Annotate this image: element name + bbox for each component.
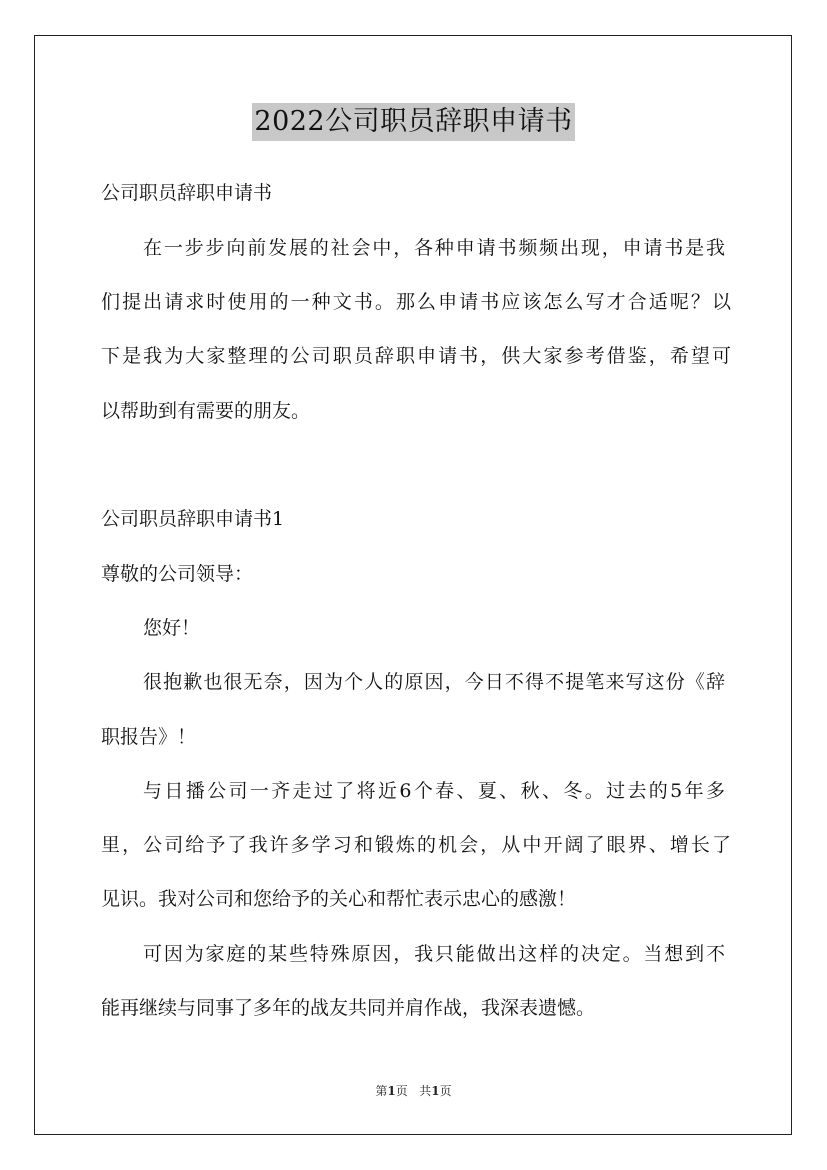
intro-line-4: 以帮助到有需要的朋友。 [101,400,311,422]
footer-page-prefix: 第 [375,1084,388,1098]
intro-line-2: 们提出请求时使用的一种文书。那么申请书应该怎么写才合适呢？以 [101,291,731,313]
footer-total-suffix: 页 [439,1084,452,1098]
footer-page-number: 1 [387,1084,396,1098]
body-line-3: 与日播公司一齐走过了将近6个春、夏、秋、冬。过去的5年多 [143,780,725,802]
intro-line-1: 在一步步向前发展的社会中，各种申请书频频出现，申请书是我 [143,237,725,259]
body-line-1: 很抱歉也很无奈，因为个人的原因，今日不得不提笔来写这份《辞 [143,671,725,693]
document-title: 2022公司职员辞职申请书 [252,103,574,141]
intro-line-3: 下是我为大家整理的公司职员辞职申请书，供大家参考借鉴，希望可 [101,345,731,367]
greeting: 您好！ [143,617,201,639]
body-line-7: 能再继续与同事了多年的战友共同并肩作战，我深表遗憾。 [101,997,596,1019]
section-heading: 公司职员辞职申请书1 [101,508,285,530]
document-subtitle: 公司职员辞职申请书 [101,182,273,204]
body-line-5: 见识。我对公司和您给予的关心和帮忙表示忠心的感激！ [101,888,577,910]
footer-total-prefix: 共 [419,1084,432,1098]
body-line-2: 职报告》！ [101,726,197,748]
body-line-4: 里，公司给予了我许多学习和锻炼的机会，从中开阔了眼界、增长了 [101,834,731,856]
page-footer [0,1083,827,1099]
body-line-6: 可因为家庭的某些特殊原因，我只能做出这样的决定。当想到不 [143,943,725,965]
title-container [0,103,827,141]
footer-total-number: 1 [431,1084,440,1098]
salutation: 尊敬的公司领导： [101,563,254,585]
footer-page-suffix: 页 [395,1084,408,1098]
